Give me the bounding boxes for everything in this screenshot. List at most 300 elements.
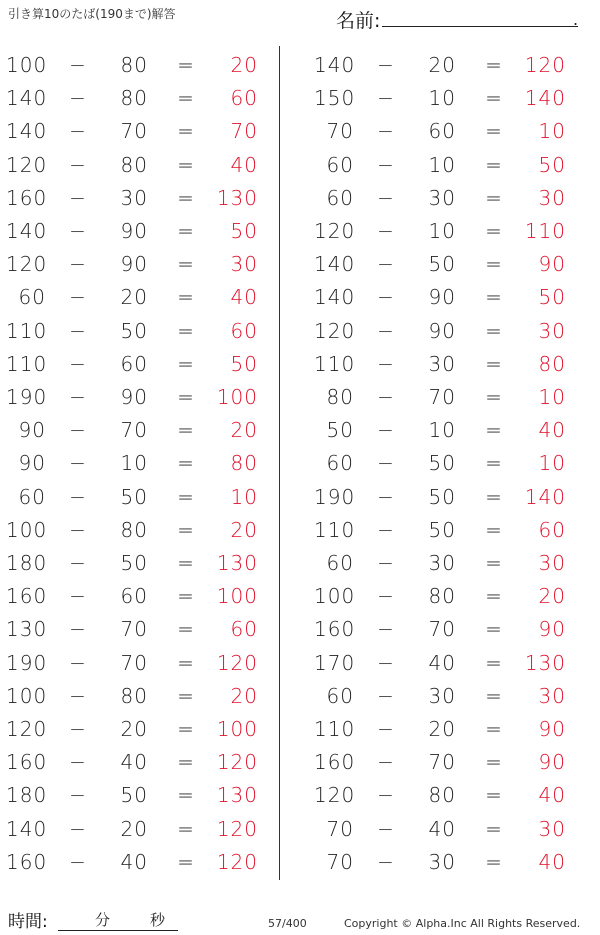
subtrahend: 40 bbox=[120, 750, 148, 775]
answer: 130 bbox=[216, 185, 258, 210]
minus-sign: − bbox=[69, 152, 87, 177]
minuend: 60 bbox=[18, 285, 46, 310]
subtrahend: 30 bbox=[428, 551, 456, 575]
answer: 30 bbox=[538, 551, 566, 575]
answer: 40 bbox=[538, 418, 566, 443]
answer: 40 bbox=[230, 285, 258, 310]
minus-sign: − bbox=[69, 318, 87, 343]
minuend: 140 bbox=[6, 86, 48, 111]
problem-row bbox=[6, 681, 286, 711]
answer: 30 bbox=[538, 816, 566, 841]
subtrahend: 20 bbox=[120, 285, 148, 310]
equals-sign: = bbox=[485, 53, 503, 77]
minuend: 160 bbox=[6, 584, 48, 609]
problem-row bbox=[314, 282, 594, 312]
minuend: 110 bbox=[314, 351, 356, 376]
equals-sign: = bbox=[485, 584, 503, 609]
minus-sign: − bbox=[69, 783, 87, 808]
subtrahend: 20 bbox=[428, 717, 456, 741]
answer: 20 bbox=[230, 53, 258, 77]
minuend: 190 bbox=[6, 650, 48, 675]
answer: 70 bbox=[230, 119, 258, 144]
problem-row bbox=[314, 847, 594, 877]
minuend: 120 bbox=[6, 717, 48, 741]
minuend: 120 bbox=[6, 152, 48, 177]
answer: 20 bbox=[538, 584, 566, 609]
problem-row bbox=[314, 747, 594, 777]
minuend: 100 bbox=[6, 683, 48, 708]
minus-sign: − bbox=[377, 484, 395, 509]
problem-row bbox=[314, 515, 594, 545]
minuend: 140 bbox=[6, 119, 48, 144]
problem-row bbox=[6, 548, 286, 578]
subtrahend: 50 bbox=[120, 318, 148, 343]
problem-row bbox=[6, 282, 286, 312]
equals-sign: = bbox=[485, 219, 503, 243]
equals-sign: = bbox=[177, 617, 195, 642]
equals-sign: = bbox=[177, 351, 195, 376]
minus-sign: − bbox=[377, 53, 395, 77]
equals-sign: = bbox=[485, 252, 503, 277]
page-number: 57/400 bbox=[268, 917, 307, 930]
minus-sign: − bbox=[69, 185, 87, 210]
equals-sign: = bbox=[177, 717, 195, 741]
minuend: 190 bbox=[314, 484, 356, 509]
problem-row bbox=[6, 714, 286, 744]
problem-row bbox=[314, 780, 594, 810]
minuend: 160 bbox=[314, 750, 356, 775]
answer: 40 bbox=[230, 152, 258, 177]
answer: 120 bbox=[524, 53, 566, 77]
problem-row bbox=[314, 581, 594, 611]
minus-sign: − bbox=[377, 252, 395, 277]
minus-sign: − bbox=[377, 816, 395, 841]
time-label: 時間: bbox=[8, 912, 48, 932]
minus-sign: − bbox=[69, 816, 87, 841]
minutes-label: 分 bbox=[95, 911, 111, 929]
minus-sign: − bbox=[377, 385, 395, 409]
minus-sign: − bbox=[69, 86, 87, 111]
problem-row bbox=[6, 814, 286, 844]
subtrahend: 70 bbox=[428, 385, 456, 409]
equals-sign: = bbox=[177, 683, 195, 708]
problem-row bbox=[314, 714, 594, 744]
problem-row bbox=[314, 814, 594, 844]
equals-sign: = bbox=[177, 418, 195, 443]
equals-sign: = bbox=[485, 318, 503, 343]
equals-sign: = bbox=[485, 783, 503, 808]
problem-row bbox=[314, 183, 594, 213]
minuend: 100 bbox=[6, 53, 48, 77]
equals-sign: = bbox=[177, 385, 195, 409]
minus-sign: − bbox=[377, 351, 395, 376]
equals-sign: = bbox=[485, 717, 503, 741]
subtrahend: 80 bbox=[120, 683, 148, 708]
subtrahend: 90 bbox=[428, 318, 456, 343]
equals-sign: = bbox=[485, 119, 503, 144]
minuend: 110 bbox=[6, 351, 48, 376]
answer: 120 bbox=[216, 750, 258, 775]
equals-sign: = bbox=[485, 750, 503, 775]
problem-row bbox=[6, 249, 286, 279]
answer: 10 bbox=[230, 484, 258, 509]
problem-row bbox=[314, 83, 594, 113]
minus-sign: − bbox=[69, 219, 87, 243]
problem-row bbox=[6, 614, 286, 644]
answer: 50 bbox=[538, 285, 566, 310]
equals-sign: = bbox=[485, 86, 503, 111]
equals-sign: = bbox=[177, 551, 195, 575]
subtrahend: 60 bbox=[120, 584, 148, 609]
answer: 90 bbox=[538, 617, 566, 642]
minuend: 60 bbox=[326, 551, 354, 575]
problem-row bbox=[6, 116, 286, 146]
answer: 130 bbox=[216, 551, 258, 575]
problem-row bbox=[314, 448, 594, 478]
subtrahend: 30 bbox=[120, 185, 148, 210]
answer: 100 bbox=[216, 584, 258, 609]
subtrahend: 20 bbox=[120, 717, 148, 741]
minuend: 140 bbox=[6, 219, 48, 243]
answer: 130 bbox=[524, 650, 566, 675]
subtrahend: 10 bbox=[120, 451, 148, 476]
answer: 80 bbox=[538, 351, 566, 376]
answer: 130 bbox=[216, 783, 258, 808]
minuend: 90 bbox=[18, 418, 46, 443]
answer: 90 bbox=[538, 750, 566, 775]
equals-sign: = bbox=[177, 451, 195, 476]
subtrahend: 70 bbox=[120, 617, 148, 642]
problem-row bbox=[314, 50, 594, 80]
subtrahend: 10 bbox=[428, 86, 456, 111]
equals-sign: = bbox=[485, 517, 503, 542]
problem-row bbox=[314, 681, 594, 711]
problem-row bbox=[6, 747, 286, 777]
subtrahend: 10 bbox=[428, 219, 456, 243]
equals-sign: = bbox=[177, 86, 195, 111]
subtrahend: 50 bbox=[428, 484, 456, 509]
problem-row bbox=[314, 349, 594, 379]
problem-row bbox=[6, 150, 286, 180]
subtrahend: 50 bbox=[120, 783, 148, 808]
answer: 50 bbox=[230, 351, 258, 376]
minuend: 160 bbox=[6, 185, 48, 210]
subtrahend: 10 bbox=[428, 152, 456, 177]
problem-row bbox=[6, 382, 286, 412]
minus-sign: − bbox=[377, 849, 395, 874]
answer: 80 bbox=[230, 451, 258, 476]
minuend: 70 bbox=[326, 849, 354, 874]
equals-sign: = bbox=[485, 285, 503, 310]
answer: 120 bbox=[216, 816, 258, 841]
subtrahend: 50 bbox=[120, 484, 148, 509]
equals-sign: = bbox=[485, 617, 503, 642]
equals-sign: = bbox=[177, 119, 195, 144]
minus-sign: − bbox=[69, 849, 87, 874]
minus-sign: − bbox=[69, 119, 87, 144]
subtrahend: 70 bbox=[120, 650, 148, 675]
subtrahend: 30 bbox=[428, 185, 456, 210]
minuend: 60 bbox=[326, 683, 354, 708]
problem-row bbox=[6, 183, 286, 213]
equals-sign: = bbox=[177, 750, 195, 775]
minus-sign: − bbox=[377, 185, 395, 210]
minus-sign: − bbox=[377, 418, 395, 443]
equals-sign: = bbox=[485, 451, 503, 476]
problem-row bbox=[6, 847, 286, 877]
equals-sign: = bbox=[485, 185, 503, 210]
equals-sign: = bbox=[177, 152, 195, 177]
subtrahend: 70 bbox=[428, 617, 456, 642]
answer: 60 bbox=[230, 86, 258, 111]
subtrahend: 80 bbox=[428, 584, 456, 609]
equals-sign: = bbox=[485, 849, 503, 874]
subtrahend: 30 bbox=[428, 683, 456, 708]
minuend: 130 bbox=[6, 617, 48, 642]
equals-sign: = bbox=[177, 584, 195, 609]
subtrahend: 80 bbox=[120, 152, 148, 177]
equals-sign: = bbox=[485, 551, 503, 575]
equals-sign: = bbox=[177, 816, 195, 841]
minuend: 90 bbox=[18, 451, 46, 476]
problem-row bbox=[6, 581, 286, 611]
subtrahend: 80 bbox=[428, 783, 456, 808]
problem-row bbox=[6, 83, 286, 113]
subtrahend: 30 bbox=[428, 849, 456, 874]
problem-row bbox=[6, 482, 286, 512]
answer: 100 bbox=[216, 717, 258, 741]
minus-sign: − bbox=[377, 717, 395, 741]
equals-sign: = bbox=[177, 783, 195, 808]
subtrahend: 50 bbox=[428, 451, 456, 476]
problem-row bbox=[6, 216, 286, 246]
answer: 10 bbox=[538, 451, 566, 476]
minuend: 60 bbox=[326, 152, 354, 177]
minus-sign: − bbox=[69, 584, 87, 609]
minus-sign: − bbox=[69, 451, 87, 476]
answer: 50 bbox=[230, 219, 258, 243]
equals-sign: = bbox=[177, 219, 195, 243]
answer: 60 bbox=[538, 517, 566, 542]
equals-sign: = bbox=[177, 650, 195, 675]
minus-sign: − bbox=[377, 683, 395, 708]
problem-row bbox=[314, 648, 594, 678]
problem-row bbox=[314, 415, 594, 445]
minus-sign: − bbox=[377, 517, 395, 542]
problem-row bbox=[314, 249, 594, 279]
answer: 20 bbox=[230, 517, 258, 542]
minus-sign: − bbox=[69, 750, 87, 775]
subtrahend: 70 bbox=[428, 750, 456, 775]
minus-sign: − bbox=[377, 152, 395, 177]
answer: 120 bbox=[216, 849, 258, 874]
answer: 10 bbox=[538, 119, 566, 144]
problem-row bbox=[314, 316, 594, 346]
answer: 40 bbox=[538, 783, 566, 808]
minuend: 190 bbox=[6, 385, 48, 409]
minus-sign: − bbox=[377, 285, 395, 310]
equals-sign: = bbox=[485, 484, 503, 509]
seconds-label: 秒 bbox=[150, 911, 166, 929]
minus-sign: − bbox=[377, 451, 395, 476]
answer: 20 bbox=[230, 683, 258, 708]
subtrahend: 90 bbox=[120, 252, 148, 277]
minus-sign: − bbox=[69, 351, 87, 376]
minuend: 160 bbox=[6, 750, 48, 775]
minuend: 160 bbox=[314, 617, 356, 642]
equals-sign: = bbox=[177, 285, 195, 310]
answer: 60 bbox=[230, 318, 258, 343]
equals-sign: = bbox=[485, 816, 503, 841]
answer: 110 bbox=[524, 219, 566, 243]
equals-sign: = bbox=[485, 683, 503, 708]
minus-sign: − bbox=[69, 717, 87, 741]
minus-sign: − bbox=[377, 551, 395, 575]
name-line-dot: . bbox=[573, 10, 579, 29]
minus-sign: − bbox=[69, 418, 87, 443]
problem-row bbox=[6, 448, 286, 478]
problem-row bbox=[314, 548, 594, 578]
answer: 30 bbox=[538, 185, 566, 210]
minuend: 180 bbox=[6, 783, 48, 808]
problem-row bbox=[6, 648, 286, 678]
problem-row bbox=[6, 780, 286, 810]
subtrahend: 20 bbox=[428, 53, 456, 77]
equals-sign: = bbox=[177, 517, 195, 542]
problem-row bbox=[314, 216, 594, 246]
minuend: 50 bbox=[326, 418, 354, 443]
minus-sign: − bbox=[69, 617, 87, 642]
subtrahend: 60 bbox=[428, 119, 456, 144]
problem-row bbox=[6, 349, 286, 379]
minus-sign: − bbox=[377, 750, 395, 775]
answer: 120 bbox=[216, 650, 258, 675]
subtrahend: 70 bbox=[120, 119, 148, 144]
answer: 10 bbox=[538, 385, 566, 409]
answer: 40 bbox=[538, 849, 566, 874]
minuend: 60 bbox=[326, 451, 354, 476]
minus-sign: − bbox=[377, 119, 395, 144]
minuend: 110 bbox=[314, 717, 356, 741]
subtrahend: 40 bbox=[428, 650, 456, 675]
name-label: 名前: bbox=[336, 10, 381, 32]
minuend: 140 bbox=[314, 252, 356, 277]
minuend: 120 bbox=[314, 219, 356, 243]
minus-sign: − bbox=[377, 219, 395, 243]
worksheet-title: 引き算10のたば(190まで)解答 bbox=[8, 7, 176, 21]
problem-row bbox=[6, 415, 286, 445]
minuend: 120 bbox=[6, 252, 48, 277]
minuend: 180 bbox=[6, 551, 48, 575]
answer: 50 bbox=[538, 152, 566, 177]
minuend: 160 bbox=[6, 849, 48, 874]
subtrahend: 80 bbox=[120, 86, 148, 111]
name-line[interactable] bbox=[382, 26, 578, 27]
answer: 20 bbox=[230, 418, 258, 443]
minuend: 140 bbox=[314, 53, 356, 77]
minus-sign: − bbox=[69, 683, 87, 708]
minuend: 140 bbox=[314, 285, 356, 310]
subtrahend: 40 bbox=[428, 816, 456, 841]
minuend: 120 bbox=[314, 318, 356, 343]
equals-sign: = bbox=[177, 318, 195, 343]
minuend: 140 bbox=[6, 816, 48, 841]
answer: 30 bbox=[230, 252, 258, 277]
answer: 140 bbox=[524, 86, 566, 111]
answer: 30 bbox=[538, 683, 566, 708]
subtrahend: 60 bbox=[120, 351, 148, 376]
minuend: 80 bbox=[326, 385, 354, 409]
equals-sign: = bbox=[177, 252, 195, 277]
minus-sign: − bbox=[69, 650, 87, 675]
minus-sign: − bbox=[69, 252, 87, 277]
minuend: 110 bbox=[6, 318, 48, 343]
problem-row bbox=[314, 150, 594, 180]
problem-row bbox=[6, 515, 286, 545]
minus-sign: − bbox=[377, 650, 395, 675]
subtrahend: 90 bbox=[120, 219, 148, 243]
equals-sign: = bbox=[485, 152, 503, 177]
subtrahend: 50 bbox=[120, 551, 148, 575]
minus-sign: − bbox=[377, 584, 395, 609]
subtrahend: 80 bbox=[120, 517, 148, 542]
answer: 90 bbox=[538, 252, 566, 277]
minus-sign: − bbox=[69, 285, 87, 310]
equals-sign: = bbox=[177, 53, 195, 77]
answer: 140 bbox=[524, 484, 566, 509]
minus-sign: − bbox=[69, 551, 87, 575]
problem-row bbox=[314, 382, 594, 412]
minuend: 170 bbox=[314, 650, 356, 675]
answer: 30 bbox=[538, 318, 566, 343]
equals-sign: = bbox=[485, 385, 503, 409]
answer: 60 bbox=[230, 617, 258, 642]
minuend: 70 bbox=[326, 816, 354, 841]
subtrahend: 50 bbox=[428, 517, 456, 542]
equals-sign: = bbox=[485, 418, 503, 443]
equals-sign: = bbox=[177, 484, 195, 509]
minus-sign: − bbox=[69, 484, 87, 509]
minuend: 110 bbox=[314, 517, 356, 542]
subtrahend: 40 bbox=[120, 849, 148, 874]
minuend: 70 bbox=[326, 119, 354, 144]
subtrahend: 90 bbox=[120, 385, 148, 409]
minuend: 100 bbox=[314, 584, 356, 609]
minuend: 60 bbox=[326, 185, 354, 210]
subtrahend: 30 bbox=[428, 351, 456, 376]
minus-sign: − bbox=[69, 517, 87, 542]
minuend: 150 bbox=[314, 86, 356, 111]
time-line[interactable] bbox=[58, 930, 178, 931]
minus-sign: − bbox=[377, 783, 395, 808]
problem-row bbox=[314, 116, 594, 146]
problem-row bbox=[314, 614, 594, 644]
minuend: 120 bbox=[314, 783, 356, 808]
minus-sign: − bbox=[69, 385, 87, 409]
equals-sign: = bbox=[177, 849, 195, 874]
minus-sign: − bbox=[377, 318, 395, 343]
subtrahend: 90 bbox=[428, 285, 456, 310]
problem-row bbox=[6, 50, 286, 80]
minus-sign: − bbox=[377, 86, 395, 111]
copyright: Copyright © Alpha.Inc All Rights Reserved. bbox=[344, 917, 581, 930]
equals-sign: = bbox=[485, 351, 503, 376]
answer: 90 bbox=[538, 717, 566, 741]
minuend: 100 bbox=[6, 517, 48, 542]
subtrahend: 80 bbox=[120, 53, 148, 77]
equals-sign: = bbox=[177, 185, 195, 210]
problem-row bbox=[6, 316, 286, 346]
